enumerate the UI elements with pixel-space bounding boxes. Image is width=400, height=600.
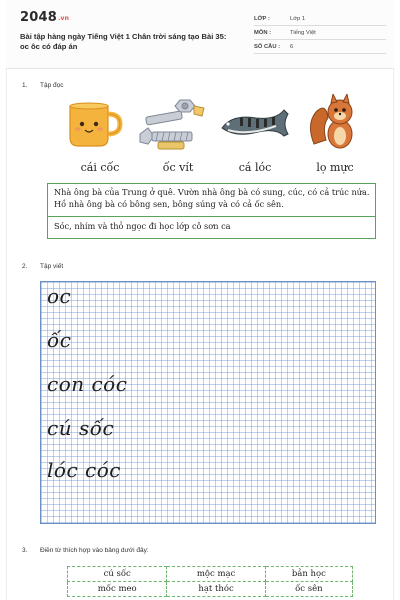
section-title-writing (22, 263, 63, 270)
table-cell: cú sốc (68, 567, 167, 582)
table-cell: mốc meo (68, 582, 167, 597)
logo-suffix: .vn (57, 15, 70, 22)
writing-line: oc (47, 284, 72, 308)
squirrel-icon (306, 94, 362, 152)
document-title: Bài tập hàng ngày Tiếng Việt 1 Chân trời sáng tạo Bài 35: oc ôc có đáp án (20, 32, 227, 51)
section-title-fill (22, 547, 149, 554)
meta-row-question-count (254, 40, 386, 54)
section-number: 1. (22, 82, 28, 89)
table-cell: hạt thóc (167, 582, 265, 597)
cup-icon (64, 100, 124, 150)
section-number: 2. (22, 263, 28, 270)
meta-row-subject (254, 26, 386, 40)
meta-row-class (254, 12, 386, 26)
reading-sentence: Sóc, nhím và thỏ ngọc đi học lớp cô sơn ca (54, 221, 231, 231)
meta-info (254, 12, 386, 54)
meta-value: Lớp 1 (290, 15, 306, 22)
fish-icon (218, 104, 292, 146)
picture-label: cá lóc (238, 161, 272, 174)
writing-line: cú sốc (47, 416, 115, 440)
worksheet-header (6, 0, 394, 69)
handwriting-grid (40, 281, 376, 524)
section-label: Điền từ thích hợp vào bảng dưới đây: (40, 547, 149, 554)
picture-label: cái cốc (80, 161, 120, 174)
table-cell: bản học (265, 567, 352, 582)
meta-label: LỚP : (254, 15, 270, 22)
picture-label: lọ mực (316, 161, 354, 174)
table-row (68, 582, 353, 597)
section-label: Tập đọc (40, 82, 64, 89)
reading-paragraph: Nhà ông bà của Trung ở quê. Vườn nhà ông bà có sung, cúc, có cả trúc nứa. Hồ nhà ông bà có bông sen, bông súng và có cả ốc sên. (48, 184, 375, 217)
picture-label: ốc vít (162, 161, 194, 174)
writing-line: con cóc (47, 372, 128, 396)
logo-text: 2048 (20, 10, 57, 25)
writing-line: lóc cóc (47, 458, 121, 482)
meta-label: SỐ CÂU : (254, 43, 281, 50)
writing-line: ốc (47, 328, 72, 352)
section-label: Tập viết (40, 263, 64, 270)
table-cell: mộc mạc (167, 567, 265, 582)
meta-value: Tiếng Việt (290, 29, 316, 36)
meta-value: 6 (290, 43, 294, 50)
section-number: 3. (22, 547, 28, 554)
word-table (67, 566, 353, 597)
reading-passage-box (47, 183, 376, 239)
table-cell: ốc sên (265, 582, 352, 597)
table-row (68, 567, 353, 582)
meta-label: MÔN : (254, 29, 272, 36)
screw-icon (138, 96, 208, 154)
site-logo[interactable] (20, 10, 69, 25)
section-title-reading (22, 82, 64, 89)
